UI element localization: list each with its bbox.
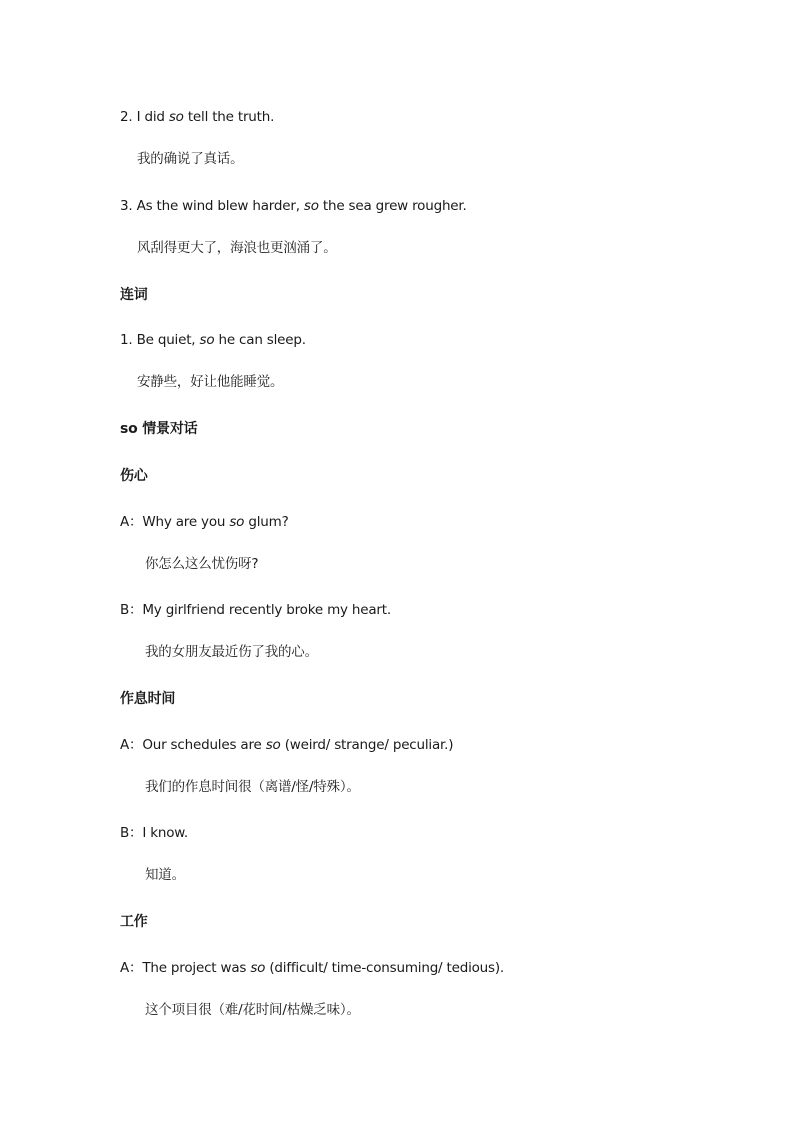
dialogue-work-a-english: A：The project was so (difficult/ time-consuming/ tedious). (120, 960, 505, 976)
keyword-so: so (199, 332, 215, 348)
subheading-work: 工作 (120, 914, 148, 930)
example-2-chinese: 我的确说了真话。 (137, 151, 244, 167)
keyword-so: so (250, 960, 266, 976)
section-heading-dialogues: so 情景对话 (120, 421, 198, 437)
example-2-english: 2. I did so tell the truth. (120, 109, 275, 125)
example-3-chinese: 风刮得更大了，海浪也更汹涌了。 (137, 240, 337, 256)
conjunction-example-1-chinese: 安静些，好让他能睡觉。 (137, 374, 284, 390)
dialogue-schedule-a-english: A：Our schedules are so (weird/ strange/ peculiar.) (120, 737, 454, 753)
dialogue-sad-a-english: A：Why are you so glum? (120, 514, 289, 530)
dialogue-sad-a-chinese: 你怎么这么忧伤呀? (145, 556, 259, 572)
keyword-so: so (303, 198, 319, 214)
keyword-so: so (265, 737, 281, 753)
section-heading-conjunction: 连词 (120, 287, 148, 303)
dialogue-work-a-chinese: 这个项目很（难/花时间/枯燥乏味）。 (145, 1002, 360, 1018)
dialogue-schedule-a-chinese: 我们的作息时间很（离谱/怪/特殊）。 (145, 779, 360, 795)
example-3-english: 3. As the wind blew harder, so the sea grew rougher. (120, 198, 467, 214)
conjunction-example-1-english: 1. Be quiet, so he can sleep. (120, 332, 306, 348)
dialogue-sad-b-english: B：My girlfriend recently broke my heart. (120, 602, 391, 618)
dialogue-sad-b-chinese: 我的女朋友最近伤了我的心。 (145, 644, 318, 660)
subheading-schedule: 作息时间 (120, 691, 176, 707)
dialogue-schedule-b-chinese: 知道。 (145, 867, 185, 883)
dialogue-schedule-b-english: B：I know. (120, 825, 188, 841)
keyword-so: so (168, 109, 184, 125)
subheading-sad: 伤心 (120, 468, 148, 484)
keyword-so: so (229, 514, 245, 530)
